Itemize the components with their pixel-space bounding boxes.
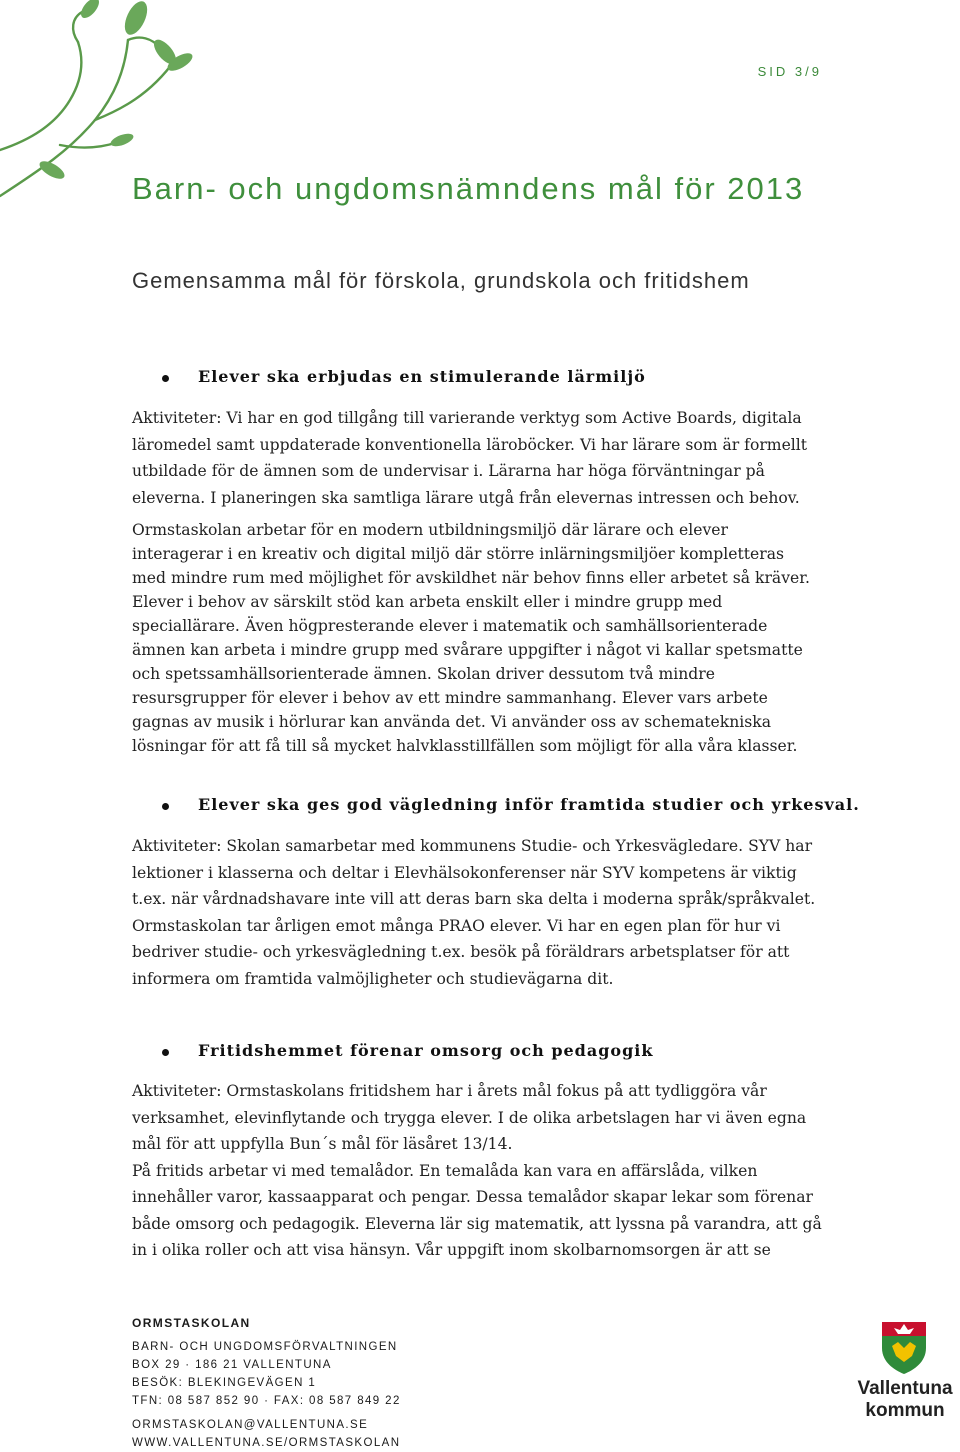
logo-line-1: Vallentuna — [857, 1378, 953, 1399]
paragraph-line: Aktiviteter: Ormstaskolans fritidshem har i årets mål fokus på att tydliggöra vår — [132, 1082, 767, 1100]
section-heading-label: Elever ska ges god vägledning inför framtida studier och yrkesval. — [198, 795, 860, 814]
paragraph-line: resursgrupper för elever i behov av ett mindre sammanhang. Elever vars arbete — [132, 689, 768, 707]
section-heading-after-school — [163, 1041, 653, 1060]
paragraph-line: mål för att uppfylla Bun´s mål för läsåret 13/14. — [132, 1135, 513, 1153]
footer-phone: TFN: 08 587 852 90 · FAX: 08 587 849 22 — [132, 1395, 401, 1407]
paragraph-line: lösningar för att få till så mycket halvklasstillfällen som möjligt för alla våra klasser. — [132, 737, 798, 755]
section-paragraph-learning-environment-2 — [132, 518, 832, 758]
paragraph-line: lektioner i klasserna och deltar i Elevhälsokonferenser när SYV kompetens är viktig — [132, 863, 797, 882]
paragraph-line: innehåller varor, kassaapparat och pengar. Dessa temalådor skapar lekar som förenar — [132, 1188, 813, 1206]
footer-contact — [132, 1314, 401, 1452]
page-title: Barn- och ungdomsnämndens mål för 2013 — [132, 171, 805, 206]
paragraph-line: Ormstaskolan tar årligen emot många PRAO elever. Vi har en egen plan för hur vi — [132, 916, 781, 935]
paragraph-line: interagerar i en kreativ och digital miljö där större inlärningsmiljöer kompletteras — [132, 545, 785, 563]
section-heading-label: Fritidshemmet förenar omsorg och pedagogik — [198, 1041, 654, 1060]
section-heading-learning-environment — [163, 367, 646, 386]
logo-wordmark — [850, 1378, 960, 1422]
paragraph-line: verksamhet, elevinflytande och trygga elever. I de olika arbetslagen har vi även egna — [132, 1108, 807, 1127]
paragraph-line: både omsorg och pedagogik. Eleverna lär sig matematik, att lyssna på varandra, att gå — [132, 1214, 822, 1233]
paragraph-line: gagnas av musik i hörlurar kan använda det. Vi använder oss av schematekniska — [132, 713, 772, 731]
paragraph-line: informera om framtida valmöjligheter och studievägarna dit. — [132, 969, 614, 988]
paragraph-line: med mindre rum med möjlighet för avskildhet när behov finns eller arbetet så kräver. — [132, 569, 810, 587]
paragraph-line: Ormstaskolan arbetar för en modern utbildningsmiljö där lärare och elever — [132, 521, 728, 539]
footer-box-address: BOX 29 · 186 21 VALLENTUNA — [132, 1359, 332, 1371]
paragraph-line: och spetssamhällsorienterade ämnen. Skolan driver dessutom två mindre — [132, 665, 715, 683]
section-paragraph-learning-environment — [132, 405, 832, 511]
section-heading-label: Elever ska erbjudas en stimulerande lärmiljö — [198, 367, 646, 386]
paragraph-line: eleverna. I planeringen ska samtliga lärare utgå från elevernas intressen och behov. — [132, 488, 800, 507]
paragraph-line: På fritids arbetar vi med temalådor. En temalåda kan vara en affärslåda, vilken — [132, 1161, 758, 1180]
paragraph-line: in i olika roller och att visa hänsyn. Vår uppgift inom skolbarnomsorgen är att se — [132, 1241, 771, 1259]
footer-email[interactable]: ORMSTASKOLAN@VALLENTUNA.SE — [132, 1419, 369, 1431]
paragraph-line: ämnen kan arbeta i mindre grupp med svårare uppgifter i något vi kallar spetsmatte — [132, 641, 803, 659]
paragraph-line: t.ex. när vårdnadshavare inte vill att deras barn ska delta i moderna språk/språkvalet. — [132, 890, 816, 908]
paragraph-line: bedriver studie- och yrkesvägledning t.ex. besök på föräldrars arbetsplatser för att — [132, 943, 790, 961]
footer-visit-address: BESÖK: BLEKINGEVÄGEN 1 — [132, 1377, 317, 1389]
paragraph-line: Aktiviteter: Skolan samarbetar med kommunens Studie- och Yrkesvägledare. SYV har — [132, 837, 813, 855]
footer-school-name: ORMSTASKOLAN — [132, 1316, 251, 1330]
paragraph-line: Aktiviteter: Vi har en god tillgång till varierande verktyg som Active Boards, digitala — [132, 409, 802, 427]
footer-department: BARN- OCH UNGDOMSFÖRVALTNINGEN — [132, 1341, 398, 1353]
section-paragraph-guidance — [132, 833, 832, 992]
paragraph-line: speciallärare. Även högpresterande elever i matematik och samhällsorienterade — [132, 617, 768, 635]
page-number: SID 3/9 — [757, 64, 822, 79]
footer-website[interactable]: WWW.VALLENTUNA.SE/ORMSTASKOLAN — [132, 1437, 401, 1449]
paragraph-line: läromedel samt uppdaterade konventionella läroböcker. Vi har lärare som är formellt — [132, 435, 808, 454]
logo-line-2: kommun — [865, 1400, 945, 1421]
paragraph-line: utbildade för de ämnen som de undervisar i. Lärarna har höga förväntningar på — [132, 462, 765, 480]
section-paragraph-after-school — [132, 1078, 832, 1264]
paragraph-line: Elever i behov av särskilt stöd kan arbeta enskilt eller i mindre grupp med — [132, 593, 723, 611]
page-subtitle: Gemensamma mål för förskola, grundskola och fritidshem — [132, 268, 750, 293]
section-heading-guidance — [163, 795, 860, 814]
